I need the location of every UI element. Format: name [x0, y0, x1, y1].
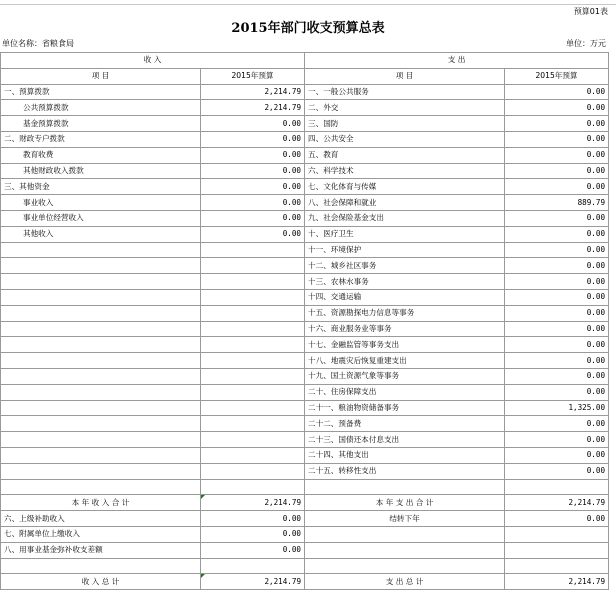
table-row [1, 84, 609, 100]
income-value: 0.00 [201, 210, 305, 226]
expense-value [505, 542, 609, 558]
income-item: 八、用事业基金弥补收支差额 [1, 542, 201, 558]
expense-value: 0.00 [505, 321, 609, 337]
income-item [1, 447, 201, 463]
expense-value: 1,325.00 [505, 400, 609, 416]
expense-item: 二、外交 [305, 100, 505, 116]
income-value: 2,214.79 [201, 84, 305, 100]
expense-item: 十、医疗卫生 [305, 226, 505, 242]
empty-cell [305, 479, 505, 495]
year-total-row [1, 495, 609, 511]
expense-value: 0.00 [505, 147, 609, 163]
expense-value: 0.00 [505, 179, 609, 195]
expense-item: 五、教育 [305, 147, 505, 163]
income-item: 其他财政收入拨款 [1, 163, 201, 179]
expense-item: 二十五、转移性支出 [305, 463, 505, 479]
income-item [1, 368, 201, 384]
income-value [201, 242, 305, 258]
table-row [1, 274, 609, 290]
spacer-row [1, 558, 609, 574]
expense-item: 十四、交通运输 [305, 289, 505, 305]
income-value [201, 368, 305, 384]
section-header-row [1, 53, 609, 69]
income-item: 基金预算拨款 [1, 116, 201, 132]
cell-marker-icon [201, 495, 205, 499]
table-row [1, 384, 609, 400]
empty-cell [1, 558, 201, 574]
expense-value: 0.00 [505, 416, 609, 432]
unit-name: 单位名称：省粮食局 [2, 39, 74, 48]
expense-value: 0.00 [505, 368, 609, 384]
income-item [1, 321, 201, 337]
table-row [1, 416, 609, 432]
income-item [1, 416, 201, 432]
income-item: 一、预算拨款 [1, 84, 201, 100]
expense-value: 0.00 [505, 131, 609, 147]
income-item [1, 305, 201, 321]
expense-item: 三、国防 [305, 116, 505, 132]
income-value [201, 274, 305, 290]
expense-budget-col: 2015年预算 [505, 68, 609, 84]
expense-value: 0.00 [505, 210, 609, 226]
income-value [201, 447, 305, 463]
income-value: 0.00 [201, 526, 305, 542]
income-budget-col: 2015年预算 [201, 68, 305, 84]
page-title: 2015年部门收支预算总表 [231, 21, 385, 36]
expense-value: 0.00 [505, 84, 609, 100]
table-row [1, 258, 609, 274]
income-item-col: 项 目 [1, 68, 201, 84]
empty-cell [201, 558, 305, 574]
expense-item: 十二、城乡社区事务 [305, 258, 505, 274]
expense-item: 十七、金融监管等事务支出 [305, 337, 505, 353]
table-row [1, 226, 609, 242]
expense-total-label: 支 出 总 计 [305, 574, 505, 590]
income-value: 0.00 [201, 147, 305, 163]
expense-item: 二十、住房保障支出 [305, 384, 505, 400]
table-row [1, 163, 609, 179]
income-item [1, 353, 201, 369]
expense-value: 0.00 [505, 163, 609, 179]
income-item: 教育收费 [1, 147, 201, 163]
expense-value: 0.00 [505, 463, 609, 479]
income-item: 三、其他资金 [1, 179, 201, 195]
income-item [1, 337, 201, 353]
expense-item: 二十三、国债还本付息支出 [305, 432, 505, 448]
expense-total: 2,214.79 [505, 574, 609, 590]
table-row [1, 463, 609, 479]
expense-item [305, 542, 505, 558]
expense-header: 支 出 [305, 53, 609, 69]
expense-value: 0.00 [505, 100, 609, 116]
expense-item [305, 526, 505, 542]
table-row [1, 147, 609, 163]
empty-cell [305, 558, 505, 574]
income-item [1, 289, 201, 305]
sheet-top-border [0, 0, 616, 5]
income-item: 七、附属单位上缴收入 [1, 526, 201, 542]
income-item [1, 400, 201, 416]
table-row [1, 305, 609, 321]
income-item: 其他收入 [1, 226, 201, 242]
income-item [1, 274, 201, 290]
year-expense-total: 2,214.79 [505, 495, 609, 511]
expense-value: 0.00 [505, 258, 609, 274]
income-value: 0.00 [201, 195, 305, 211]
table-row [1, 289, 609, 305]
expense-item: 十五、资源勘探电力信息等事务 [305, 305, 505, 321]
table-row [1, 210, 609, 226]
empty-cell [505, 558, 609, 574]
year-income-total: 2,214.79 [201, 495, 305, 511]
table-row [1, 353, 609, 369]
income-value [201, 337, 305, 353]
income-item: 公共预算拨款 [1, 100, 201, 116]
expense-item: 六、科学技术 [305, 163, 505, 179]
income-item: 事业收入 [1, 195, 201, 211]
income-value [201, 432, 305, 448]
table-row [1, 242, 609, 258]
grand-total-row [1, 574, 609, 590]
spacer-row [1, 479, 609, 495]
income-value [201, 463, 305, 479]
table-row [1, 116, 609, 132]
expense-value [505, 526, 609, 542]
expense-item: 十一、环境保护 [305, 242, 505, 258]
column-header-row [1, 68, 609, 84]
expense-value: 0.00 [505, 116, 609, 132]
expense-item: 二十一、粮油物资储备事务 [305, 400, 505, 416]
expense-value: 0.00 [505, 226, 609, 242]
table-row [1, 542, 609, 558]
carry-over-label: 结转下年 [305, 511, 505, 527]
income-item: 事业单位经营收入 [1, 210, 201, 226]
income-total-label: 收 入 总 计 [1, 574, 201, 590]
expense-value: 889.79 [505, 195, 609, 211]
expense-value: 0.00 [505, 432, 609, 448]
year-income-label: 本 年 收 入 合 计 [1, 495, 201, 511]
income-value: 0.00 [201, 163, 305, 179]
income-header: 收 入 [1, 53, 305, 69]
expense-value: 0.00 [505, 384, 609, 400]
income-value: 0.00 [201, 131, 305, 147]
income-value [201, 400, 305, 416]
income-item: 二、财政专户拨款 [1, 131, 201, 147]
income-item [1, 463, 201, 479]
income-value [201, 416, 305, 432]
income-item [1, 432, 201, 448]
table-row [1, 511, 609, 527]
income-value: 0.00 [201, 226, 305, 242]
table-row [1, 526, 609, 542]
table-row [1, 447, 609, 463]
income-value [201, 384, 305, 400]
expense-value: 0.00 [505, 242, 609, 258]
income-item: 六、上级补助收入 [1, 511, 201, 527]
expense-value: 0.00 [505, 305, 609, 321]
empty-cell [201, 479, 305, 495]
empty-cell [1, 479, 201, 495]
budget-table [0, 52, 609, 590]
income-value [201, 289, 305, 305]
table-row [1, 432, 609, 448]
expense-item-col: 项 目 [305, 68, 505, 84]
expense-item: 一、一般公共服务 [305, 84, 505, 100]
expense-item: 九、社会保险基金支出 [305, 210, 505, 226]
income-value [201, 305, 305, 321]
table-row [1, 337, 609, 353]
income-item [1, 258, 201, 274]
expense-item: 十八、地震灾后恢复重建支出 [305, 353, 505, 369]
income-value: 2,214.79 [201, 100, 305, 116]
expense-item: 四、公共安全 [305, 131, 505, 147]
table-row [1, 321, 609, 337]
income-value: 0.00 [201, 116, 305, 132]
income-total: 2,214.79 [201, 574, 305, 590]
income-value [201, 258, 305, 274]
expense-value: 0.00 [505, 353, 609, 369]
expense-item: 十六、商业服务业等事务 [305, 321, 505, 337]
expense-item: 二十二、预备费 [305, 416, 505, 432]
income-item [1, 242, 201, 258]
table-row [1, 195, 609, 211]
expense-item: 八、社会保障和就业 [305, 195, 505, 211]
unit-label: 单位：万元 [566, 39, 606, 48]
carry-over-value: 0.00 [505, 511, 609, 527]
expense-value: 0.00 [505, 337, 609, 353]
income-value: 0.00 [201, 179, 305, 195]
income-value: 0.00 [201, 542, 305, 558]
expense-value: 0.00 [505, 289, 609, 305]
cell-marker-icon [201, 574, 205, 578]
year-expense-label: 本 年 支 出 合 计 [305, 495, 505, 511]
table-row [1, 131, 609, 147]
table-row [1, 368, 609, 384]
table-row [1, 179, 609, 195]
income-item [1, 384, 201, 400]
expense-value: 0.00 [505, 274, 609, 290]
table-row [1, 400, 609, 416]
table-row [1, 100, 609, 116]
expense-value: 0.00 [505, 447, 609, 463]
income-value [201, 353, 305, 369]
income-value: 0.00 [201, 511, 305, 527]
expense-item: 七、文化体育与传媒 [305, 179, 505, 195]
income-value [201, 321, 305, 337]
expense-item: 二十四、其他支出 [305, 447, 505, 463]
empty-cell [505, 479, 609, 495]
expense-item: 十九、国土资源气象等事务 [305, 368, 505, 384]
expense-item: 十三、农林水事务 [305, 274, 505, 290]
form-number: 预算01表 [573, 7, 608, 16]
